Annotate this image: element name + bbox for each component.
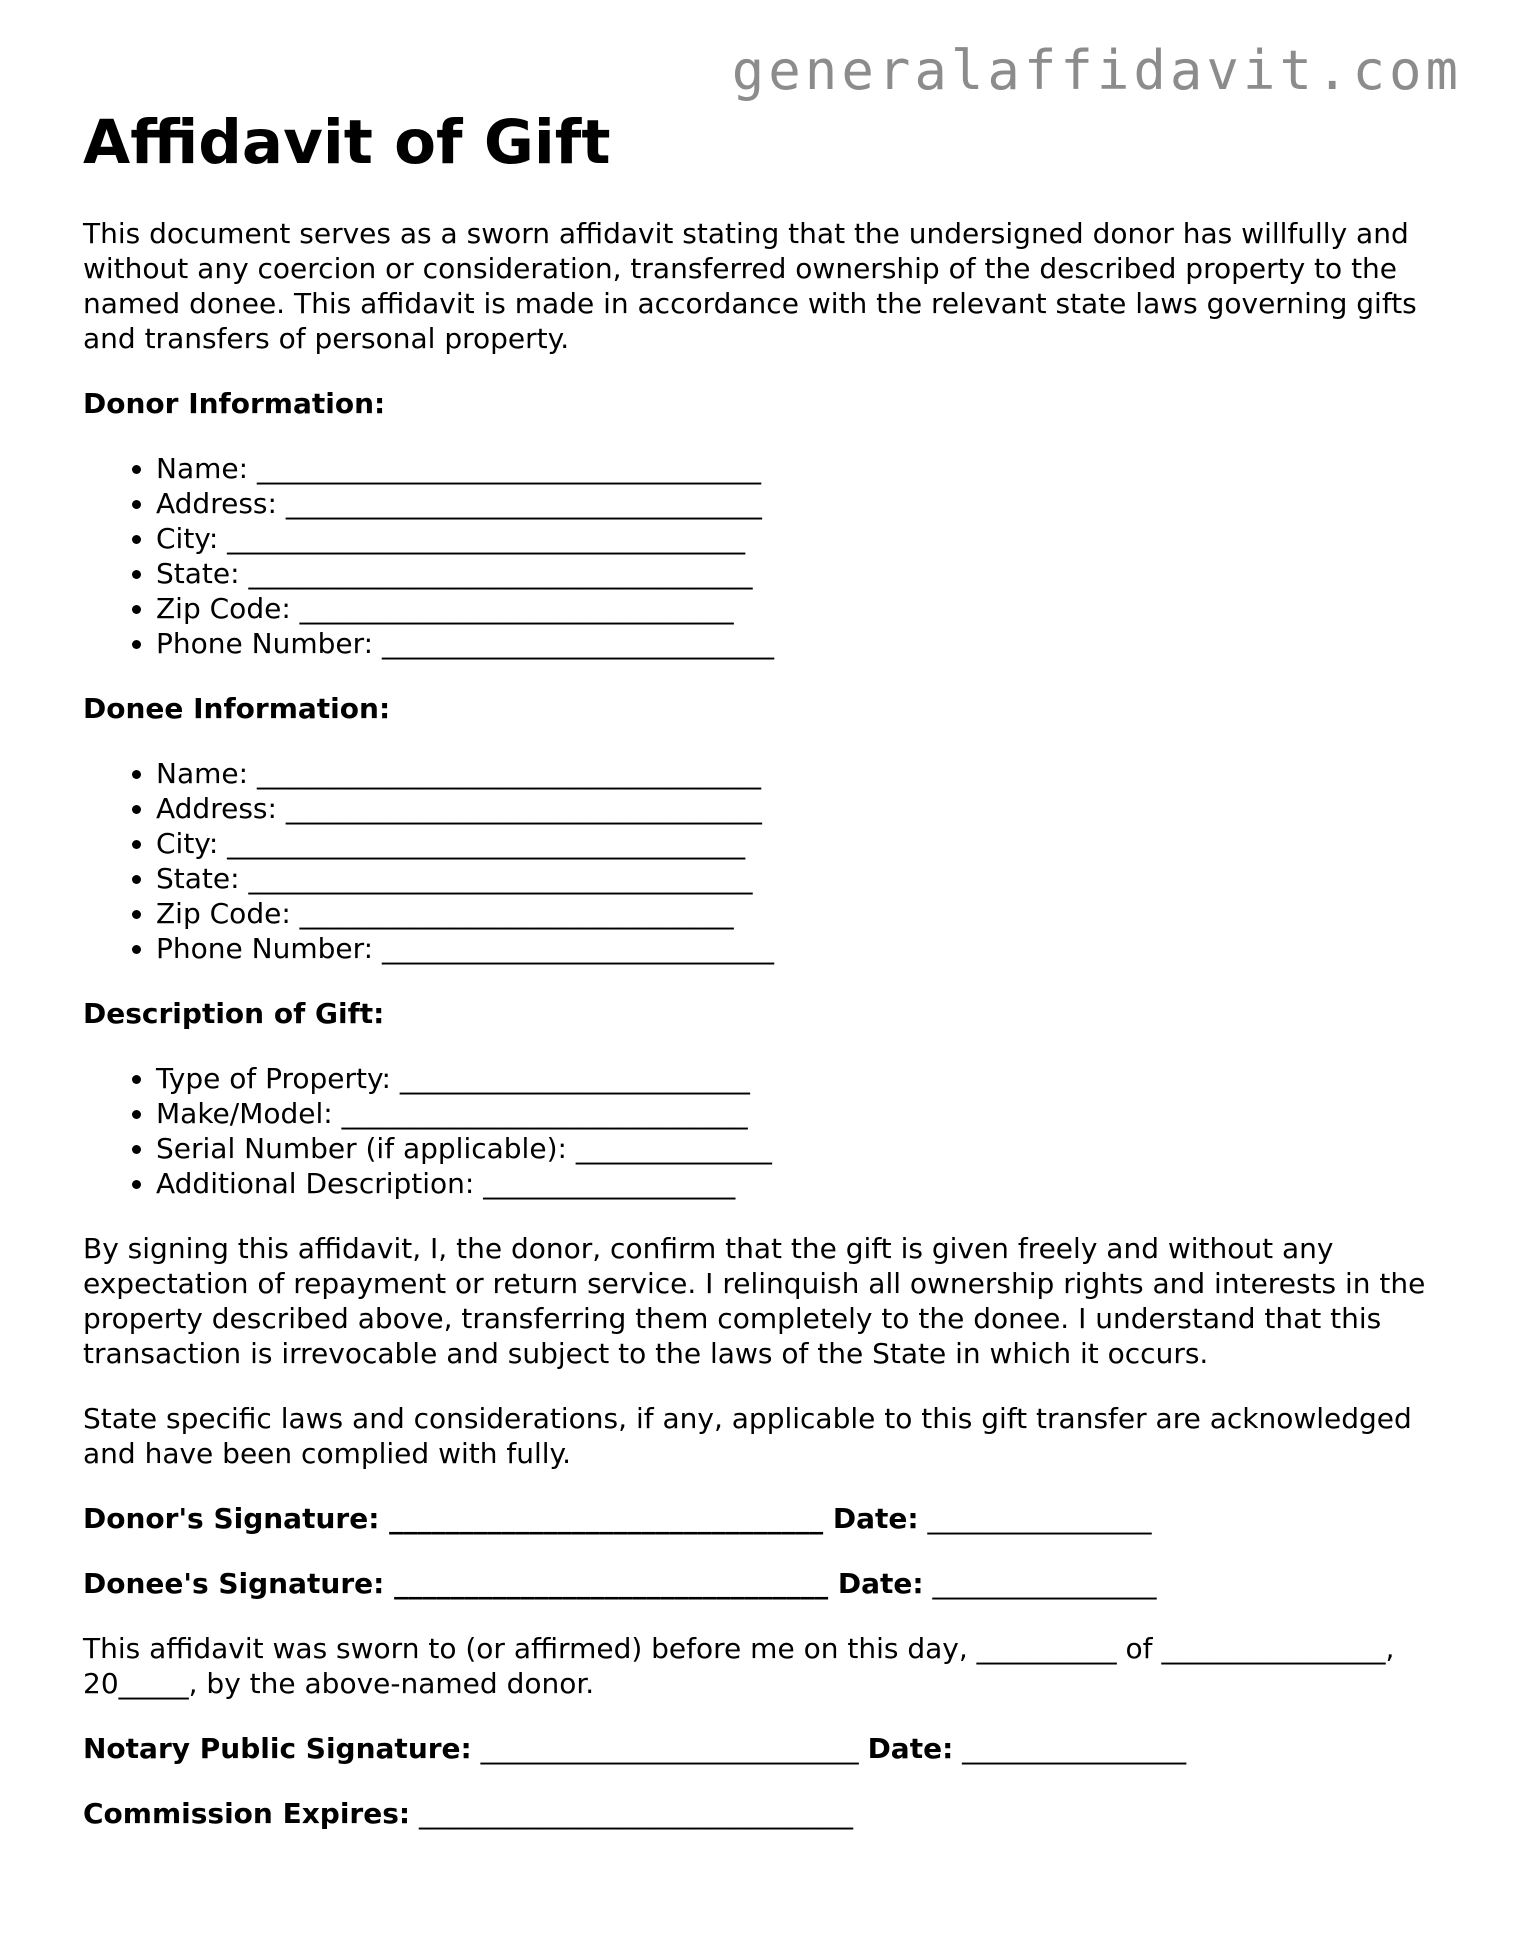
gift-description-heading: Description of Gift: [83,997,385,1030]
donee-signature-blank: _______________________________ [384,1567,838,1600]
donee-zip-field: • Zip Code: _______________________________ [156,896,1433,931]
donee-signature-label: Donee's Signature: [83,1567,385,1600]
sworn-statement-paragraph: This affidavit was sworn to (or affirmed) before me on this day, __________ of ________________, 20_____, by the above-named donor. [83,1632,1395,1700]
commission-expires-label: Commission Expires: [83,1797,411,1830]
donor-signature-line [83,1501,1433,1536]
gift-description-list [83,1061,1433,1201]
intro-paragraph: This document serves as a sworn affidavit stating that the undersigned donor has willfully and without any coercion or consideration, transferred ownership of the described property to the named donee. This affidavit is made in accordance with the relevant state laws governing gifts and transfers of personal property. [83,217,1417,355]
donor-phone-field: • Phone Number: ____________________________ [156,626,1433,661]
donee-info-heading: Donee Information: [83,692,391,725]
donee-phone-field: • Phone Number: ____________________________ [156,931,1433,966]
donor-signature-blank: _______________________________ [379,1502,833,1535]
donee-name-field: • Name: ____________________________________ [156,756,1433,791]
donee-date-label: Date: [837,1567,924,1600]
affidavit-document [83,104,1433,1831]
donor-signature-label: Donor's Signature: [83,1502,380,1535]
donee-info-list [83,756,1433,966]
notary-signature-blank: ___________________________ [471,1732,868,1765]
donor-date-blank: ________________ [918,1502,1152,1535]
donor-date-label: Date: [832,1502,919,1535]
document-title: Affidavit of Gift [83,107,611,178]
donee-signature-line [83,1566,1433,1601]
donee-state-field: • State: ____________________________________ [156,861,1433,896]
site-watermark: generalaffidavit.com [731,39,1462,102]
donee-date-blank: ________________ [923,1567,1157,1600]
state-laws-paragraph: State specific laws and considerations, if any, applicable to this gift transfer are acknowledged and have been complied with fully. [83,1402,1412,1470]
donor-address-field: • Address: __________________________________ [156,486,1433,521]
notary-signature-label: Notary Public Signature: [83,1732,472,1765]
donor-name-field: • Name: ____________________________________ [156,451,1433,486]
notary-date-label: Date: [867,1732,954,1765]
commission-expires-line [83,1796,1433,1831]
donee-address-field: • Address: __________________________________ [156,791,1433,826]
donor-city-field: • City: _____________________________________ [156,521,1433,556]
gift-additional-description-field: • Additional Description: __________________ [156,1166,1433,1201]
notary-date-blank: ________________ [953,1732,1187,1765]
notary-signature-line [83,1731,1433,1766]
gift-property-type-field: • Type of Property: _________________________ [156,1061,1433,1096]
donor-info-heading: Donor Information: [83,387,386,420]
gift-make-model-field: • Make/Model: _____________________________ [156,1096,1433,1131]
commission-expires-blank: _______________________________ [410,1797,853,1830]
donor-zip-field: • Zip Code: _______________________________ [156,591,1433,626]
donor-state-field: • State: ____________________________________ [156,556,1433,591]
donor-info-list [83,451,1433,661]
gift-serial-number-field: • Serial Number (if applicable): ______________ [156,1131,1433,1166]
donee-city-field: • City: _____________________________________ [156,826,1433,861]
donor-statement-paragraph: By signing this affidavit, I, the donor, confirm that the gift is given freely and without any expectation of repayment or return service. I relinquish all ownership rights and interests in the property described above, transferring them completely to the donee. I understand that this transaction is irrevocable and subject to the laws of the State in which it occurs. [83,1232,1426,1370]
